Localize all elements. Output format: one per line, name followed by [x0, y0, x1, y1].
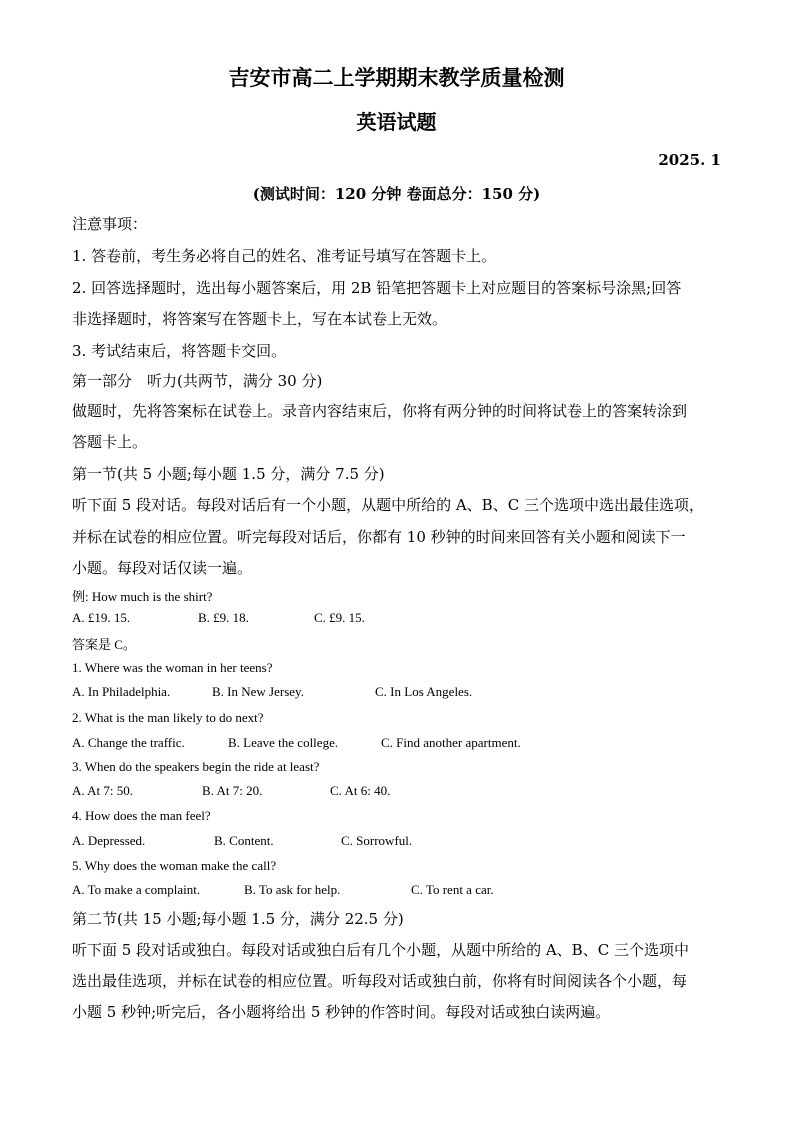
q5-option-c: C. To rent a car. [411, 882, 494, 897]
subject-title: 英语试题 [356, 110, 437, 134]
q4-option-a: A. Depressed. [72, 833, 146, 848]
note-2b: 非选择题时，将答案写在答题卡上，写在本试卷上无效。 [72, 310, 448, 328]
question-5: 5. Why does the woman make the call? [72, 858, 277, 873]
q5-option-a: A. To make a complaint. [72, 882, 201, 897]
q3-option-c: C. At 6: 40. [330, 783, 391, 798]
part1-instr-b: 答题卡上。 [72, 433, 148, 451]
q1-option-a: A. In Philadelphia. [72, 684, 171, 699]
example-option-c: C. £9. 15. [314, 610, 365, 625]
exam-info: (测试时间：120 分钟 卷面总分：150 分) [252, 185, 541, 203]
note-3: 3. 考试结束后，将答题卡交回。 [72, 342, 287, 360]
section2-heading: 第二节(共 15 小题;每小题 1.5 分，满分 22.5 分) [72, 910, 404, 928]
question-4: 4. How does the man feel? [72, 808, 211, 823]
section2-instr-a: 听下面 5 段对话或独白。每段对话或独白后有几个小题，从题中所给的 A、B、C 三个选项中 [72, 941, 689, 959]
note-1: 1. 答卷前，考生务必将自己的姓名、准考证号填写在答题卡上。 [72, 247, 497, 265]
q5-option-b: B. To ask for help. [244, 882, 341, 897]
q3-option-b: B. At 7: 20. [202, 783, 263, 798]
q4-option-b: B. Content. [214, 833, 274, 848]
q4-option-c: C. Sorrowful. [341, 833, 413, 848]
notes-heading: 注意事项： [72, 215, 148, 233]
question-2: 2. What is the man likely to do next? [72, 710, 264, 725]
question-1: 1. Where was the woman in her teens? [72, 660, 273, 675]
section1-instr-b: 并标在试卷的相应位置。听完每段对话后，你都有 10 秒钟的时间来回答有关小题和阅读下一 [72, 528, 686, 546]
example-answer: 答案是 C。 [72, 637, 136, 652]
q2-option-b: B. Leave the college. [228, 735, 339, 750]
example-option-a: A. £19. 15. [72, 610, 131, 625]
section1-instr-c: 小题。每段对话仅读一遍。 [72, 559, 253, 577]
q2-option-c: C. Find another apartment. [381, 735, 521, 750]
exam-date: 2025. 1 [658, 151, 721, 169]
section1-heading: 第一节(共 5 小题;每小题 1.5 分，满分 7.5 分) [72, 465, 385, 483]
example-question: 例: How much is the shirt? [72, 589, 213, 604]
example-option-b: B. £9. 18. [198, 610, 249, 625]
part1-instr-a: 做题时，先将答案标在试卷上。录音内容结束后，你将有两分钟的时间将试卷上的答案转涂到 [72, 402, 688, 420]
part1-heading: 第一部分 听力(共两节，满分 30 分) [72, 372, 323, 390]
section2-instr-b: 选出最佳选项，并标在试卷的相应位置。听每段对话或独白前，你将有时间阅读各个小题，每 [72, 972, 688, 990]
exam-title: 吉安市高二上学期期末教学质量检测 [228, 65, 565, 90]
note-2a: 2. 回答选择题时，选出每小题答案后，用 2B 铅笔把答题卡上对应题目的答案标号涂黑;回答 [72, 279, 682, 297]
section2-instr-c: 小题 5 秒钟;听完后，各小题将给出 5 秒钟的作答时间。每段对话或独白读两遍。 [72, 1003, 611, 1021]
q2-option-a: A. Change the traffic. [72, 735, 185, 750]
q1-option-b: B. In New Jersey. [212, 684, 304, 699]
section1-instr-a: 听下面 5 段对话。每段对话后有一个小题，从题中所给的 A、B、C 三个选项中选出最佳选项， [72, 496, 704, 514]
q1-option-c: C. In Los Angeles. [375, 684, 473, 699]
q3-option-a: A. At 7: 50. [72, 783, 134, 798]
question-3: 3. When do the speakers begin the ride at least? [72, 759, 320, 774]
